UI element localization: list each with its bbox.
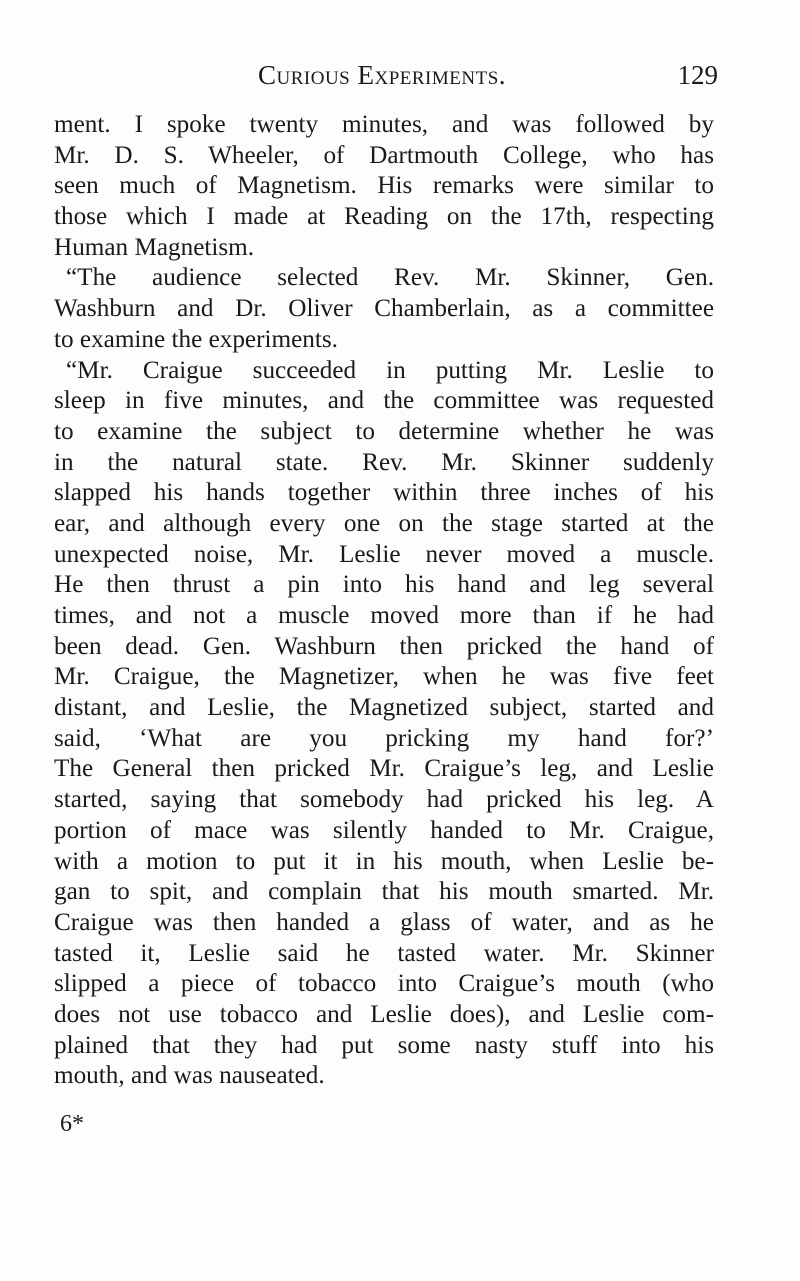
text-line: Mr. Craigue, the Magnetizer, when he was five feet [54, 663, 714, 691]
text-line: said, ‘What are you pricking my hand for?’ [54, 724, 714, 752]
text-line: Mr. D. S. Wheeler, of Dartmouth College, who has [54, 141, 714, 169]
text-line: ear, and although every one on the stage started at the [54, 509, 714, 537]
text-line: Human Magnetism. [54, 233, 255, 261]
text-line: distant, and Leslie, the Magnetized subject, started and [54, 694, 714, 722]
text-line: those which I made at Reading on the 17th, respecting [54, 203, 714, 231]
text-line: Washburn and Dr. Oliver Chamberlain, as a committee [54, 295, 714, 323]
body-text [54, 110, 714, 1092]
text-line: He then thrust a pin into his hand and leg several [54, 571, 714, 599]
text-line: to examine the subject to determine whether he was [54, 417, 714, 445]
text-line: with a motion to put it in his mouth, when Leslie be- [54, 847, 714, 875]
text-line: to examine the experiments. [54, 325, 338, 353]
text-line: “The audience selected Rev. Mr. Skinner, Gen. [66, 264, 714, 292]
text-line: portion of mace was silently handed to Mr. Craigue, [54, 816, 714, 844]
text-line: sleep in five minutes, and the committee was requested [54, 387, 714, 415]
text-line: in the natural state. Rev. Mr. Skinner suddenly [54, 448, 714, 476]
text-line: times, and not a muscle moved more than if he had [54, 602, 714, 629]
text-line: ment. I spoke twenty minutes, and was followed by [54, 111, 714, 138]
text-line: slipped a piece of tobacco into Craigue’s mouth (who [54, 970, 714, 998]
text-line: slapped his hands together within three inches of his [54, 479, 714, 507]
text-line: been dead. Gen. Washburn then pricked the hand of [54, 632, 714, 660]
running-head [258, 60, 718, 100]
text-line: “Mr. Craigue succeeded in putting Mr. Leslie to [66, 356, 714, 384]
text-line: seen much of Magnetism. His remarks were similar to [54, 172, 714, 200]
running-title: Curious Experiments. [258, 60, 507, 90]
text-line: gan to spit, and complain that his mouth smarted. Mr. [54, 878, 714, 906]
text-line: tasted it, Leslie said he tasted water. Mr. Skinner [54, 939, 714, 967]
text-line: The General then pricked Mr. Craigue’s leg, and Leslie [54, 755, 714, 783]
page-number: 129 [677, 60, 718, 90]
text-line: plained that they had put some nasty stuff into his [54, 1031, 714, 1059]
text-line: Craigue was then handed a glass of water, and as he [54, 908, 714, 936]
text-line: does not use tobacco and Leslie does), and Leslie com- [54, 1000, 714, 1028]
text-line: started, saying that somebody had pricked his leg. A [54, 786, 714, 814]
signature-mark: 6* [60, 1111, 84, 1137]
text-line: mouth, and was nauseated. [54, 1062, 325, 1090]
text-line: unexpected noise, Mr. Leslie never moved a muscle. [54, 540, 714, 568]
